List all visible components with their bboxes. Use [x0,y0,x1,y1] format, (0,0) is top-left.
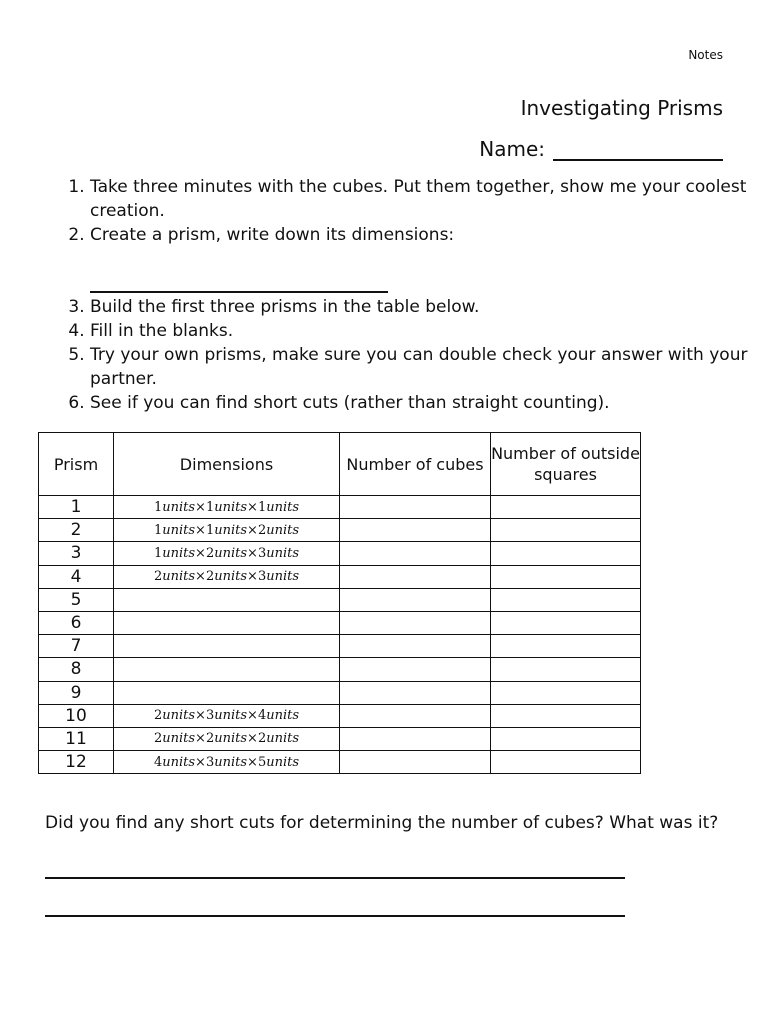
dimension-value: 2 [153,708,163,724]
outside-squares-cell[interactable] [491,542,641,565]
name-label: Name: [479,137,545,161]
dimensions-cell[interactable] [114,611,340,634]
prism-number-cell: 4 [39,565,114,588]
unit-label: units [162,522,196,538]
dimensions-cell [114,496,340,519]
dimension-value: 2 [153,569,163,585]
table-row [39,611,641,634]
dimension-value: 1 [153,545,163,561]
step-2 [90,223,750,293]
outside-squares-cell[interactable] [491,704,641,727]
number-of-cubes-cell[interactable] [340,542,491,565]
table-row [39,751,641,774]
step-6: 6. See if you can find short cuts (rather than straight counting). [90,391,750,415]
unit-label: units [162,545,196,561]
times-sign: × [195,754,206,770]
outside-squares-cell[interactable] [491,611,641,634]
unit-label: units [162,708,196,724]
unit-label: units [214,522,248,538]
step-2-text: Create a prism, write down its dimensions: [90,225,455,245]
dimensions-cell[interactable] [114,658,340,681]
number-of-cubes-cell[interactable] [340,751,491,774]
number-of-cubes-cell[interactable] [340,611,491,634]
dimension-value: 1 [205,522,215,538]
header-number-of-cubes: Number of cubes [340,433,491,496]
dimension-value: 1 [153,522,163,538]
table-row [39,658,641,681]
name-field [479,137,723,161]
times-sign: × [247,545,258,561]
unit-label: units [162,499,196,515]
times-sign: × [247,754,258,770]
dimensions-blank-line[interactable] [90,247,388,293]
unit-label: units [266,731,300,747]
prism-number-cell: 8 [39,658,114,681]
step-1: 1. Take three minutes with the cubes. Put them together, show me your coolest creation. [90,175,750,223]
unit-label: units [214,731,248,747]
dimension-value: 3 [205,708,215,724]
outside-squares-cell[interactable] [491,519,641,542]
unit-label: units [266,499,300,515]
number-of-cubes-cell[interactable] [340,681,491,704]
dimension-value: 1 [153,499,163,515]
table-row [39,588,641,611]
prism-number-cell: 12 [39,751,114,774]
prism-number-cell: 6 [39,611,114,634]
page-title: Investigating Prisms [520,96,723,120]
dimensions-cell[interactable] [114,635,340,658]
unit-label: units [162,731,196,747]
outside-squares-cell[interactable] [491,727,641,750]
prism-number-cell: 2 [39,519,114,542]
answer-line-2[interactable] [45,915,625,917]
number-of-cubes-cell[interactable] [340,565,491,588]
header-number-of-outside-squares: Number of outside squares [491,433,641,496]
unit-label: units [162,569,196,585]
prism-number-cell: 11 [39,727,114,750]
prism-number-cell: 5 [39,588,114,611]
table-row [39,519,641,542]
unit-label: units [266,522,300,538]
times-sign: × [195,545,206,561]
dimensions-cell [114,727,340,750]
unit-label: units [266,708,300,724]
dimension-value: 1 [205,499,215,515]
prism-number-cell: 7 [39,635,114,658]
dimensions-cell [114,565,340,588]
number-of-cubes-cell[interactable] [340,704,491,727]
dimension-value: 4 [153,754,163,770]
unit-label: units [214,499,248,515]
step-5: 5. Try your own prisms, make sure you can double check your answer with your partner. [90,343,750,391]
table-row [39,635,641,658]
prism-number-cell: 10 [39,704,114,727]
times-sign: × [195,708,206,724]
outside-squares-cell[interactable] [491,658,641,681]
notes-label: Notes [688,48,723,62]
unit-label: units [214,708,248,724]
dimension-value: 2 [153,731,163,747]
instructions-list [68,175,750,415]
dimensions-cell [114,542,340,565]
table-body [39,496,641,774]
dimension-value: 2 [205,569,215,585]
times-sign: × [247,731,258,747]
dimensions-cell [114,751,340,774]
dimension-value: 2 [257,522,267,538]
dimension-value: 2 [205,545,215,561]
step-3: 3. Build the first three prisms in the table below. [90,295,750,319]
table-row [39,727,641,750]
prism-number-cell: 3 [39,542,114,565]
prism-number-cell: 1 [39,496,114,519]
times-sign: × [195,522,206,538]
outside-squares-cell[interactable] [491,751,641,774]
times-sign: × [195,499,206,515]
dimension-value: 3 [257,545,267,561]
header-dimensions: Dimensions [114,433,340,496]
shortcut-question: Did you find any short cuts for determining the number of cubes? What was it? [45,813,719,833]
times-sign: × [195,569,206,585]
table-row [39,542,641,565]
prism-number-cell: 9 [39,681,114,704]
number-of-cubes-cell[interactable] [340,496,491,519]
outside-squares-cell[interactable] [491,635,641,658]
times-sign: × [195,731,206,747]
times-sign: × [247,522,258,538]
header-prism: Prism [39,433,114,496]
dimensions-cell [114,704,340,727]
number-of-cubes-cell[interactable] [340,588,491,611]
number-of-cubes-cell[interactable] [340,635,491,658]
dimension-value: 2 [257,731,267,747]
number-of-cubes-cell[interactable] [340,658,491,681]
number-of-cubes-cell[interactable] [340,519,491,542]
table-row [39,704,641,727]
table-header-row [39,433,641,496]
prism-table [38,432,641,774]
outside-squares-cell[interactable] [491,588,641,611]
name-blank-line[interactable] [553,139,723,161]
dimension-value: 4 [257,708,267,724]
outside-squares-cell[interactable] [491,681,641,704]
table-row [39,681,641,704]
number-of-cubes-cell[interactable] [340,727,491,750]
times-sign: × [247,499,258,515]
times-sign: × [247,569,258,585]
unit-label: units [214,545,248,561]
dimensions-cell [114,519,340,542]
dimension-value: 2 [205,731,215,747]
dimension-value: 3 [205,754,215,770]
unit-label: units [214,754,248,770]
outside-squares-cell[interactable] [491,565,641,588]
dimension-value: 3 [257,569,267,585]
unit-label: units [162,754,196,770]
dimensions-cell[interactable] [114,681,340,704]
unit-label: units [266,569,300,585]
times-sign: × [247,708,258,724]
dimensions-cell[interactable] [114,588,340,611]
step-4: 4. Fill in the blanks. [90,319,750,343]
unit-label: units [266,545,300,561]
table-row [39,565,641,588]
answer-line-1[interactable] [45,877,625,879]
dimension-value: 1 [257,499,267,515]
unit-label: units [266,754,300,770]
table-row [39,496,641,519]
unit-label: units [214,569,248,585]
dimension-value: 5 [257,754,267,770]
outside-squares-cell[interactable] [491,496,641,519]
